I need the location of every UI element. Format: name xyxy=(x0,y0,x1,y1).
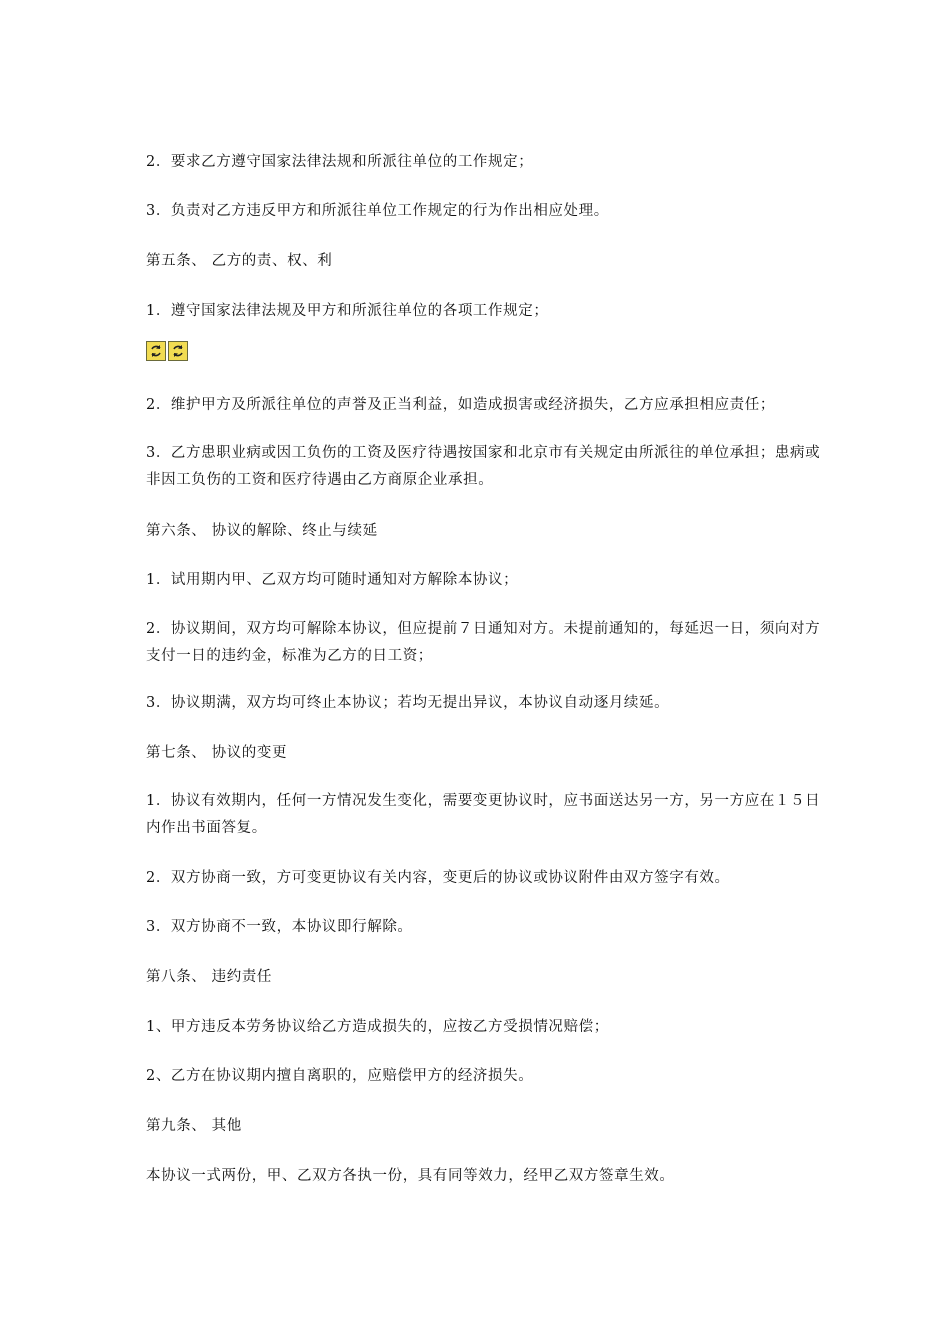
clause-5-heading: 第五条、 乙方的责、权、利 xyxy=(146,253,333,269)
refresh-icon[interactable] xyxy=(146,341,166,361)
clause-7-heading: 第七条、 协议的变更 xyxy=(146,745,288,761)
clause-9-item-1: 本协议一式两份，甲、乙双方各执一份，具有同等效力，经甲乙双方签章生效。 xyxy=(146,1168,675,1184)
clause-6-heading: 第六条、 协议的解除、终止与续延 xyxy=(146,523,378,539)
clause-8-item-2: 2、乙方在协议期内擅自离职的，应赔偿甲方的经济损失。 xyxy=(146,1068,534,1084)
clause-7-item-1: 1．协议有效期内，任何一方情况发生变化，需要变更协议时，应书面送达另一方，另一方应在１５日内作出书面答复。 xyxy=(146,793,821,836)
clause-6-item-1: 1．试用期内甲、乙双方均可随时通知对方解除本协议； xyxy=(146,572,519,588)
clause-5-item-1: 1．遵守国家法律法规及甲方和所派往单位的各项工作规定； xyxy=(146,303,549,319)
clause-8-heading: 第八条、 违约责任 xyxy=(146,969,273,985)
clause-5-item-2: 2．维护甲方及所派往单位的声誉及正当利益，如造成损害或经济损失，乙方应承担相应责任； xyxy=(146,397,775,413)
clause-4-item-2: 2．要求乙方遵守国家法律法规和所派往单位的工作规定； xyxy=(146,154,534,170)
embedded-icon-group xyxy=(146,341,188,361)
clause-7-item-2: 2．双方协商一致，方可变更协议有关内容，变更后的协议或协议附件由双方签字有效。 xyxy=(146,870,730,886)
clause-9-heading: 第九条、 其他 xyxy=(146,1118,242,1134)
refresh-icon[interactable] xyxy=(168,341,188,361)
clause-7-item-3: 3．双方协商不一致，本协议即行解除。 xyxy=(146,919,413,935)
clause-6-item-3: 3．协议期满，双方均可终止本协议；若均无提出异议，本协议自动逐月续延。 xyxy=(146,695,670,711)
clause-5-item-3: 3．乙方患职业病或因工负伤的工资及医疗待遇按国家和北京市有关规定由所派往的单位承担；患病或非因工负伤的工资和医疗待遇由乙方商原企业承担。 xyxy=(146,445,821,488)
clause-8-item-1: 1、甲方违反本劳务协议给乙方造成损失的，应按乙方受损情况赔偿； xyxy=(146,1019,609,1035)
clause-4-item-3: 3．负责对乙方违反甲方和所派往单位工作规定的行为作出相应处理。 xyxy=(146,203,609,219)
clause-6-item-2: 2．协议期间，双方均可解除本协议，但应提前７日通知对方。未提前通知的，每延迟一日，须向对方支付一日的违约金，标准为乙方的日工资； xyxy=(146,621,821,664)
